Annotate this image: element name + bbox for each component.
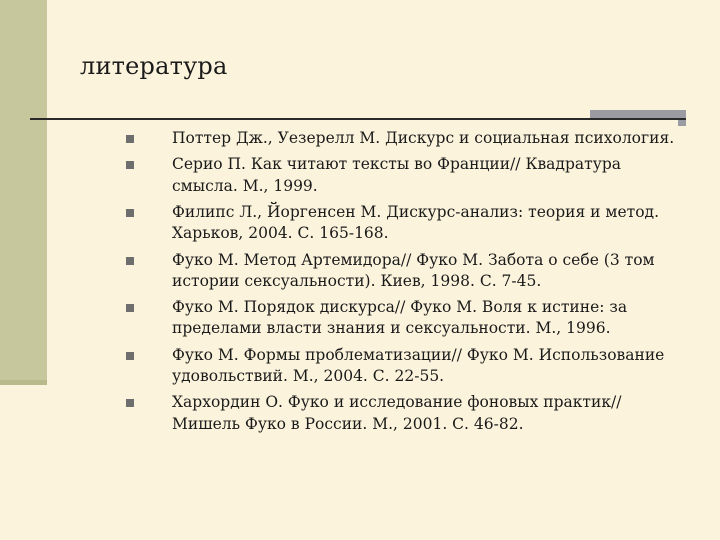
title-rule-accent [590, 110, 685, 118]
square-bullet-icon [126, 161, 134, 169]
left-bar-shadow [0, 380, 47, 385]
reference-item [126, 154, 686, 196]
reference-item [126, 392, 686, 434]
slide-title: литература [80, 52, 228, 80]
reference-item [126, 128, 686, 149]
left-decorative-bar [0, 0, 47, 385]
reference-item [126, 297, 686, 339]
square-bullet-icon [126, 135, 134, 143]
reference-list [126, 128, 686, 440]
title-rule [30, 118, 686, 120]
square-bullet-icon [126, 209, 134, 217]
reference-text: Хархордин О. Фуко и исследование фоновых практик// Мишель Фуко в России. М., 2001. С. 46-82. [172, 393, 622, 433]
square-bullet-icon [126, 399, 134, 407]
reference-text: Серио П. Как читают тексты во Франции// Квадратура смысла. М., 1999. [172, 155, 621, 195]
reference-item [126, 202, 686, 244]
square-bullet-icon [126, 304, 134, 312]
reference-text: Фуко М. Метод Артемидора// Фуко М. Забота о себе (3 том истории сексуальности). Киев, 1998. С. 7-45. [172, 250, 655, 290]
square-bullet-icon [126, 352, 134, 360]
reference-text: Поттер Дж., Уезерелл М. Дискурс и социальная психология. [172, 129, 675, 147]
reference-item [126, 345, 686, 387]
reference-text: Фуко М. Порядок дискурса// Фуко М. Воля к истине: за пределами власти знания и сексуальности. М., 1996. [172, 298, 628, 338]
reference-text: Фуко М. Формы проблематизации// Фуко М. Использование удовольствий. М., 2004. С. 22-55. [172, 345, 665, 385]
reference-text: Филипс Л., Йоргенсен М. Дискурс-анализ: теория и метод. Харьков, 2004. С. 165-168. [172, 202, 660, 243]
reference-item [126, 250, 686, 292]
square-bullet-icon [126, 257, 134, 265]
